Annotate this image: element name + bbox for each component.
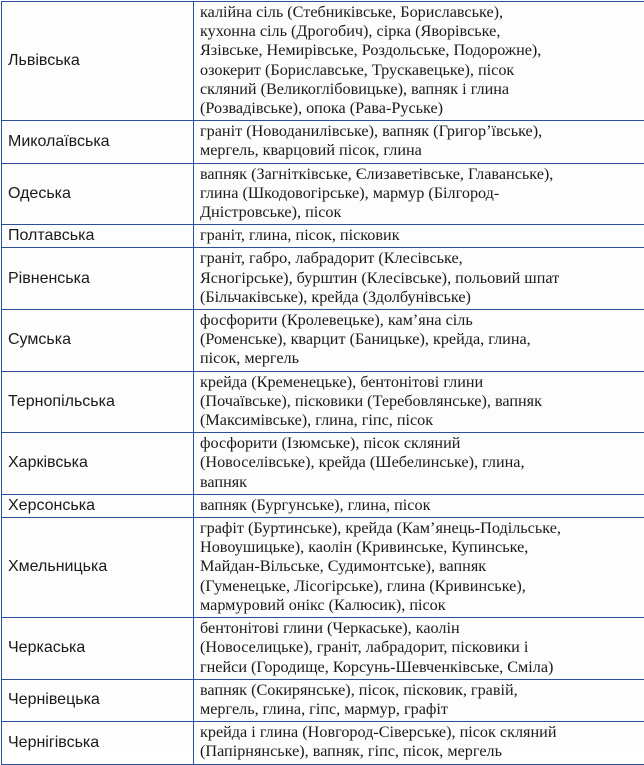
table-row bbox=[2, 121, 644, 163]
deposits-cell bbox=[194, 225, 644, 248]
deposits-line: (Гуменецьке, Лісогірське), глина (Кривинське), bbox=[200, 577, 641, 596]
deposits-cell bbox=[194, 371, 644, 433]
region-name-cell: Херсонська bbox=[2, 494, 194, 517]
region-name-cell: Львівська bbox=[2, 2, 194, 121]
region-name-cell: Черкаська bbox=[2, 618, 194, 680]
deposits-cell bbox=[194, 121, 644, 163]
deposits-cell bbox=[194, 433, 644, 495]
deposits-line: мергель, глина, гіпс, мармур, графіт bbox=[200, 700, 641, 719]
deposits-line: вапняк bbox=[200, 473, 641, 492]
table-row bbox=[2, 679, 644, 721]
deposits-line: графіт (Буртинське), крейда (Кам’янець-Подільське, bbox=[200, 519, 641, 538]
deposits-cell bbox=[194, 518, 644, 618]
deposits-line: гнейси (Городище, Корсунь-Шевченківське, Сміла) bbox=[200, 658, 641, 677]
deposits-line: (Більчаківське), крейда (Здолбунівське) bbox=[200, 288, 641, 307]
deposits-line: Дністровське), пісок bbox=[200, 203, 641, 222]
table-row bbox=[2, 433, 644, 495]
deposits-line: (Роменське), кварцит (Баницьке), крейда, глина, bbox=[200, 330, 641, 349]
deposits-line: фосфорити (Ізюмське), пісок скляний bbox=[200, 434, 641, 453]
table-row bbox=[2, 722, 644, 764]
deposits-line: (Новоселицьке), граніт, лабрадорит, пісковики і bbox=[200, 638, 641, 657]
table-row bbox=[2, 225, 644, 248]
minerals-table bbox=[1, 1, 644, 765]
table-row bbox=[2, 2, 644, 121]
deposits-line: граніт, глина, пісок, пісковик bbox=[200, 226, 641, 245]
region-name-cell: Полтавська bbox=[2, 225, 194, 248]
deposits-line: озокерит (Бориславське, Трускавецьке), пісок bbox=[200, 61, 641, 80]
table-row bbox=[2, 310, 644, 372]
deposits-line: Майдан-Вільське, Судимонтське), вапняк bbox=[200, 557, 641, 576]
deposits-cell bbox=[194, 248, 644, 310]
deposits-line: пісок, мергель bbox=[200, 349, 641, 368]
table-row bbox=[2, 494, 644, 517]
region-name-cell: Чернігівська bbox=[2, 722, 194, 764]
deposits-line: граніт (Новоданилівське), вапняк (Григор’ївське), bbox=[200, 122, 641, 141]
deposits-line: крейда і глина (Новгород-Сіверське), пісок скляний bbox=[200, 723, 641, 742]
deposits-line: (Максимівське), глина, гіпс, пісок bbox=[200, 411, 641, 430]
table-row bbox=[2, 518, 644, 618]
region-name-cell: Миколаївська bbox=[2, 121, 194, 163]
deposits-line: (Розвадівське), опока (Рава-Руське) bbox=[200, 99, 641, 118]
deposits-line: (Папірнянське), вапняк, гіпс, пісок, мергель bbox=[200, 742, 641, 761]
table-row bbox=[2, 618, 644, 680]
deposits-line: мармуровий онікс (Калюсик), пісок bbox=[200, 596, 641, 615]
table-row bbox=[2, 163, 644, 225]
region-name-cell: Сумська bbox=[2, 310, 194, 372]
region-name-cell: Рівненська bbox=[2, 248, 194, 310]
deposits-line: вапняк (Загнітківське, Єлизаветівське, Главанське), bbox=[200, 165, 641, 184]
deposits-cell bbox=[194, 494, 644, 517]
region-name-cell: Одеська bbox=[2, 163, 194, 225]
deposits-line: фосфорити (Кролевецьке), кам’яна сіль bbox=[200, 311, 641, 330]
region-name-cell: Харківська bbox=[2, 433, 194, 495]
deposits-line: крейда (Кременецьке), бентонітові глини bbox=[200, 373, 641, 392]
deposits-line: вапняк (Сокирянське), пісок, пісковик, гравій, bbox=[200, 681, 641, 700]
table-row bbox=[2, 371, 644, 433]
table-row bbox=[2, 248, 644, 310]
deposits-cell bbox=[194, 679, 644, 721]
deposits-line: Новоушицьке), каолін (Кривинське, Купинське, bbox=[200, 538, 641, 557]
deposits-line: глина (Шкодовогірське), мармур (Білгород- bbox=[200, 184, 641, 203]
deposits-line: калійна сіль (Стебниківське, Бориславське), bbox=[200, 3, 641, 22]
table-body bbox=[2, 2, 644, 765]
deposits-line: бентонітові глини (Черкаське), каолін bbox=[200, 619, 641, 638]
deposits-line: граніт, габро, лабрадорит (Клесівське, bbox=[200, 249, 641, 268]
region-name-cell: Тернопільська bbox=[2, 371, 194, 433]
region-name-cell: Чернівецька bbox=[2, 679, 194, 721]
deposits-line: вапняк (Бургунське), глина, пісок bbox=[200, 496, 641, 515]
deposits-line: скляний (Великоглібовицьке), вапняк і глина bbox=[200, 80, 641, 99]
region-name-cell: Хмельницька bbox=[2, 518, 194, 618]
deposits-line: кухонна сіль (Дрогобич), сірка (Яворівське, bbox=[200, 22, 641, 41]
deposits-line: (Почаївське), пісковики (Теребовлянське), вапняк bbox=[200, 392, 641, 411]
deposits-line: Язівське, Немирівське, Роздольське, Подорожне), bbox=[200, 41, 641, 60]
deposits-line: мергель, кварцовий пісок, глина bbox=[200, 141, 641, 160]
deposits-line: (Новоселівське), крейда (Шебелинське), глина, bbox=[200, 453, 641, 472]
deposits-cell bbox=[194, 618, 644, 680]
deposits-cell bbox=[194, 722, 644, 764]
deposits-cell bbox=[194, 163, 644, 225]
deposits-cell bbox=[194, 2, 644, 121]
deposits-line: Ясногірське), бурштин (Клесівське), польовий шпат bbox=[200, 269, 641, 288]
deposits-cell bbox=[194, 310, 644, 372]
